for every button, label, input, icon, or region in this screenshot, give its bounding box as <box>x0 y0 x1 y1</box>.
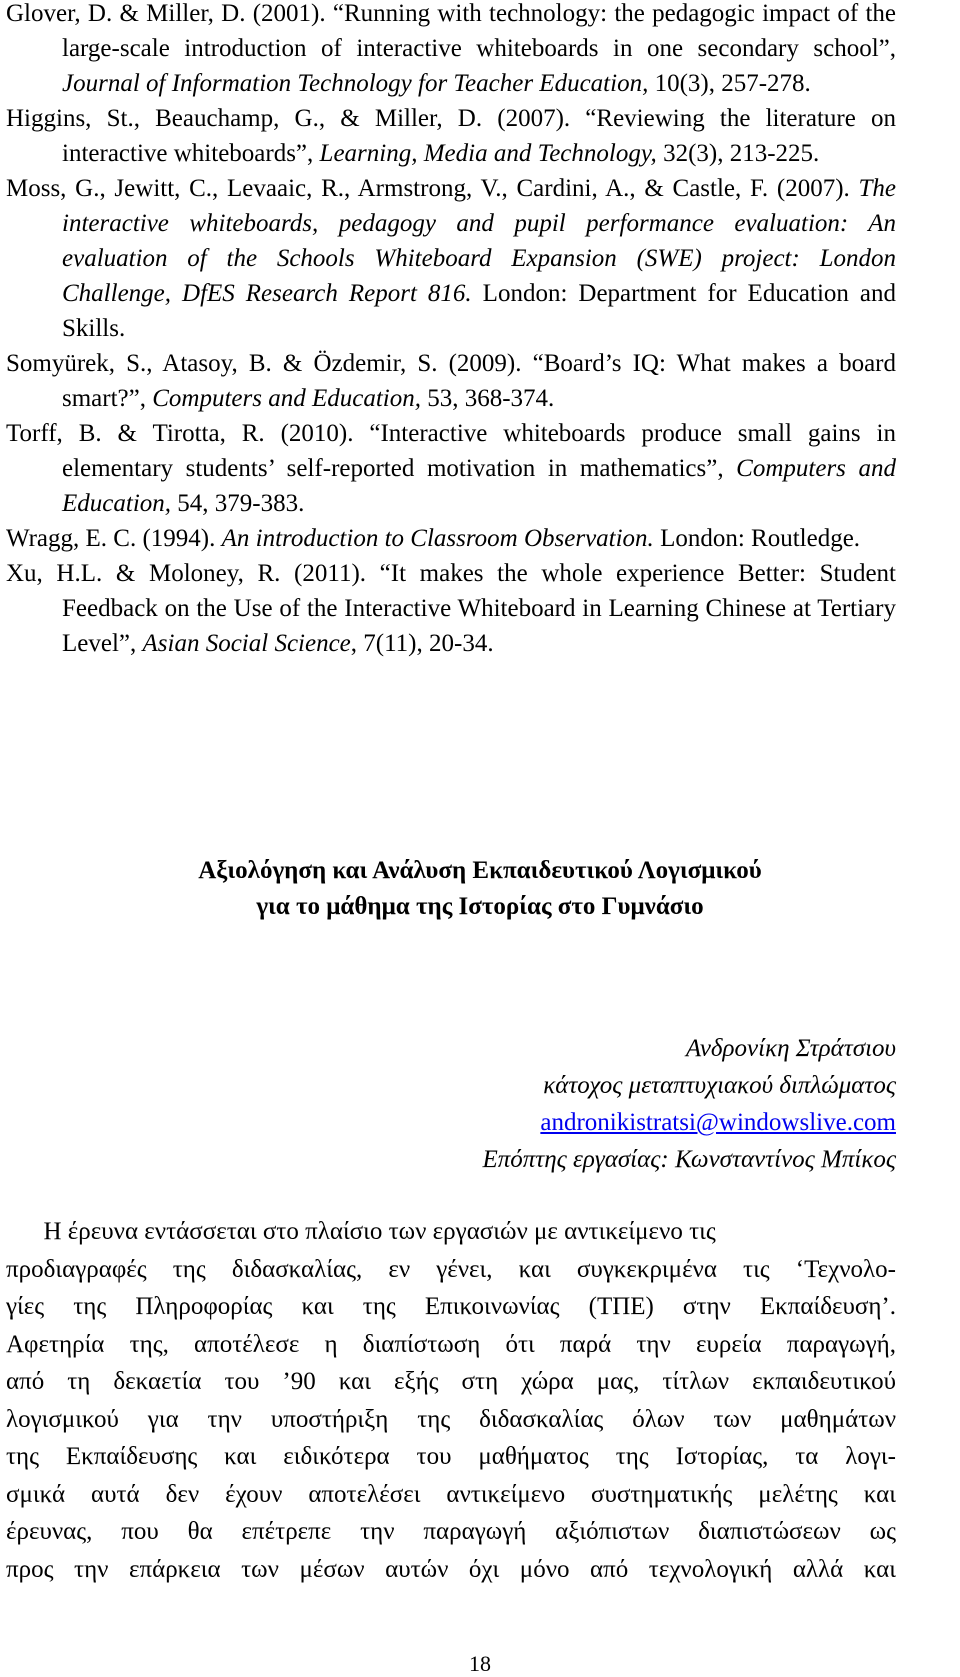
body-line: έρευνας, που θα επέτρεπε την παραγωγή αξιόπιστων διαπιστώσεων ως <box>6 1518 896 1545</box>
body-line: προδιαγραφές της διδασκαλίας, εν γένει, και συγκεκριμένα τις ‘Τεχνολο- <box>6 1255 896 1283</box>
author-role: κάτοχος μεταπτυχιακού διπλώματος <box>543 1072 896 1099</box>
body-line: γίες της Πληροφορίας και της Επικοινωνίας (ΤΠΕ) στην Εκπαίδευση’. <box>6 1293 896 1320</box>
reference-item: Higgins, St., Beauchamp, G., & Miller, D. (2007). “Reviewing the literature on interactive whiteboards”, Learning, Media and Technology, 32(3), 213-225. <box>6 105 896 167</box>
article-body <box>6 1213 896 1588</box>
author-block <box>482 1030 896 1178</box>
reference-item: Somyürek, S., Atasoy, B. & Özdemir, S. (2009). “Board’s IQ: What makes a board smart?”, Computers and Education, 53, 368-374. <box>6 350 896 412</box>
reference-item: Wragg, E. C. (1994). An introduction to Classroom Observation. London: Routledge. <box>6 525 861 552</box>
body-line: της Εκπαίδευσης και ειδικότερα του μαθήματος της Ιστορίας, τα λογι- <box>6 1443 896 1470</box>
body-line: σμικά αυτά δεν έχουν αποτελέσει αντικείμενο συστηματικής μελέτης και <box>6 1480 896 1508</box>
body-line: Η έρευνα εντάσσεται στο πλαίσιο των εργασιών με αντικείμενο τις <box>6 1218 716 1245</box>
reference-item: Torff, B. & Tirotta, R. (2010). “Interactive whiteboards produce small gains in elementary students’ self-reported motivation in mathematics”, Computers and Education, 54, 379-383. <box>6 420 896 517</box>
reference-list <box>6 0 896 661</box>
author-email-link[interactable]: andronikistratsi@windowslive.com <box>540 1109 896 1136</box>
author-name: Ανδρονίκη Στράτσιου <box>685 1035 896 1062</box>
page-number: 18 <box>469 1651 491 1676</box>
body-line: προς την επάρκεια των μέσων αυτών όχι μόνο από τεχνολογική αλλά και <box>6 1555 896 1583</box>
article-title-line-2: για το μάθημα της Ιστορίας στο Γυμνάσιο <box>256 893 704 920</box>
body-line: λογισμικού για την υποστήριξη της διδασκαλίας όλων των μαθημάτων <box>6 1405 896 1433</box>
article-title <box>0 853 960 925</box>
reference-item: Glover, D. & Miller, D. (2001). “Running with technology: the pedagogic impact of the large-scale introduction of interactive whiteboards in one secondary school”, Journal of Information Technology for Teacher Education, 10(3), 257-278. <box>6 0 896 97</box>
reference-item: Moss, G., Jewitt, C., Levaaic, R., Armstrong, V., Cardini, A., & Castle, F. (2007). The interactive whiteboards, pedagogy and pupil performance evaluation: An evaluation of the Schools Whiteboard Expansion (SWE) project: London Challenge, DfES Research Report 816. London: Department for Education and Skills. <box>6 175 896 342</box>
article-title-line-1: Αξιολόγηση και Ανάλυση Εκπαιδευτικού Λογισμικού <box>198 857 762 884</box>
reference-item: Xu, H.L. & Moloney, R. (2011). “It makes the whole experience Better: Student Feedback on the Use of the Interactive Whiteboard in Learning Chinese at Tertiary Level”, Asian Social Science, 7(11), 20-34. <box>6 560 896 657</box>
body-line: από τη δεκαετία του ’90 και εξής στη χώρα μας, τίτλων εκπαιδευτικού <box>6 1368 896 1395</box>
body-line: Αφετηρία της, αποτέλεσε η διαπίστωση ότι παρά την ευρεία παραγωγή, <box>6 1330 896 1358</box>
supervisor: Επόπτης εργασίας: Κωνσταντίνος Μπίκος <box>482 1146 896 1173</box>
